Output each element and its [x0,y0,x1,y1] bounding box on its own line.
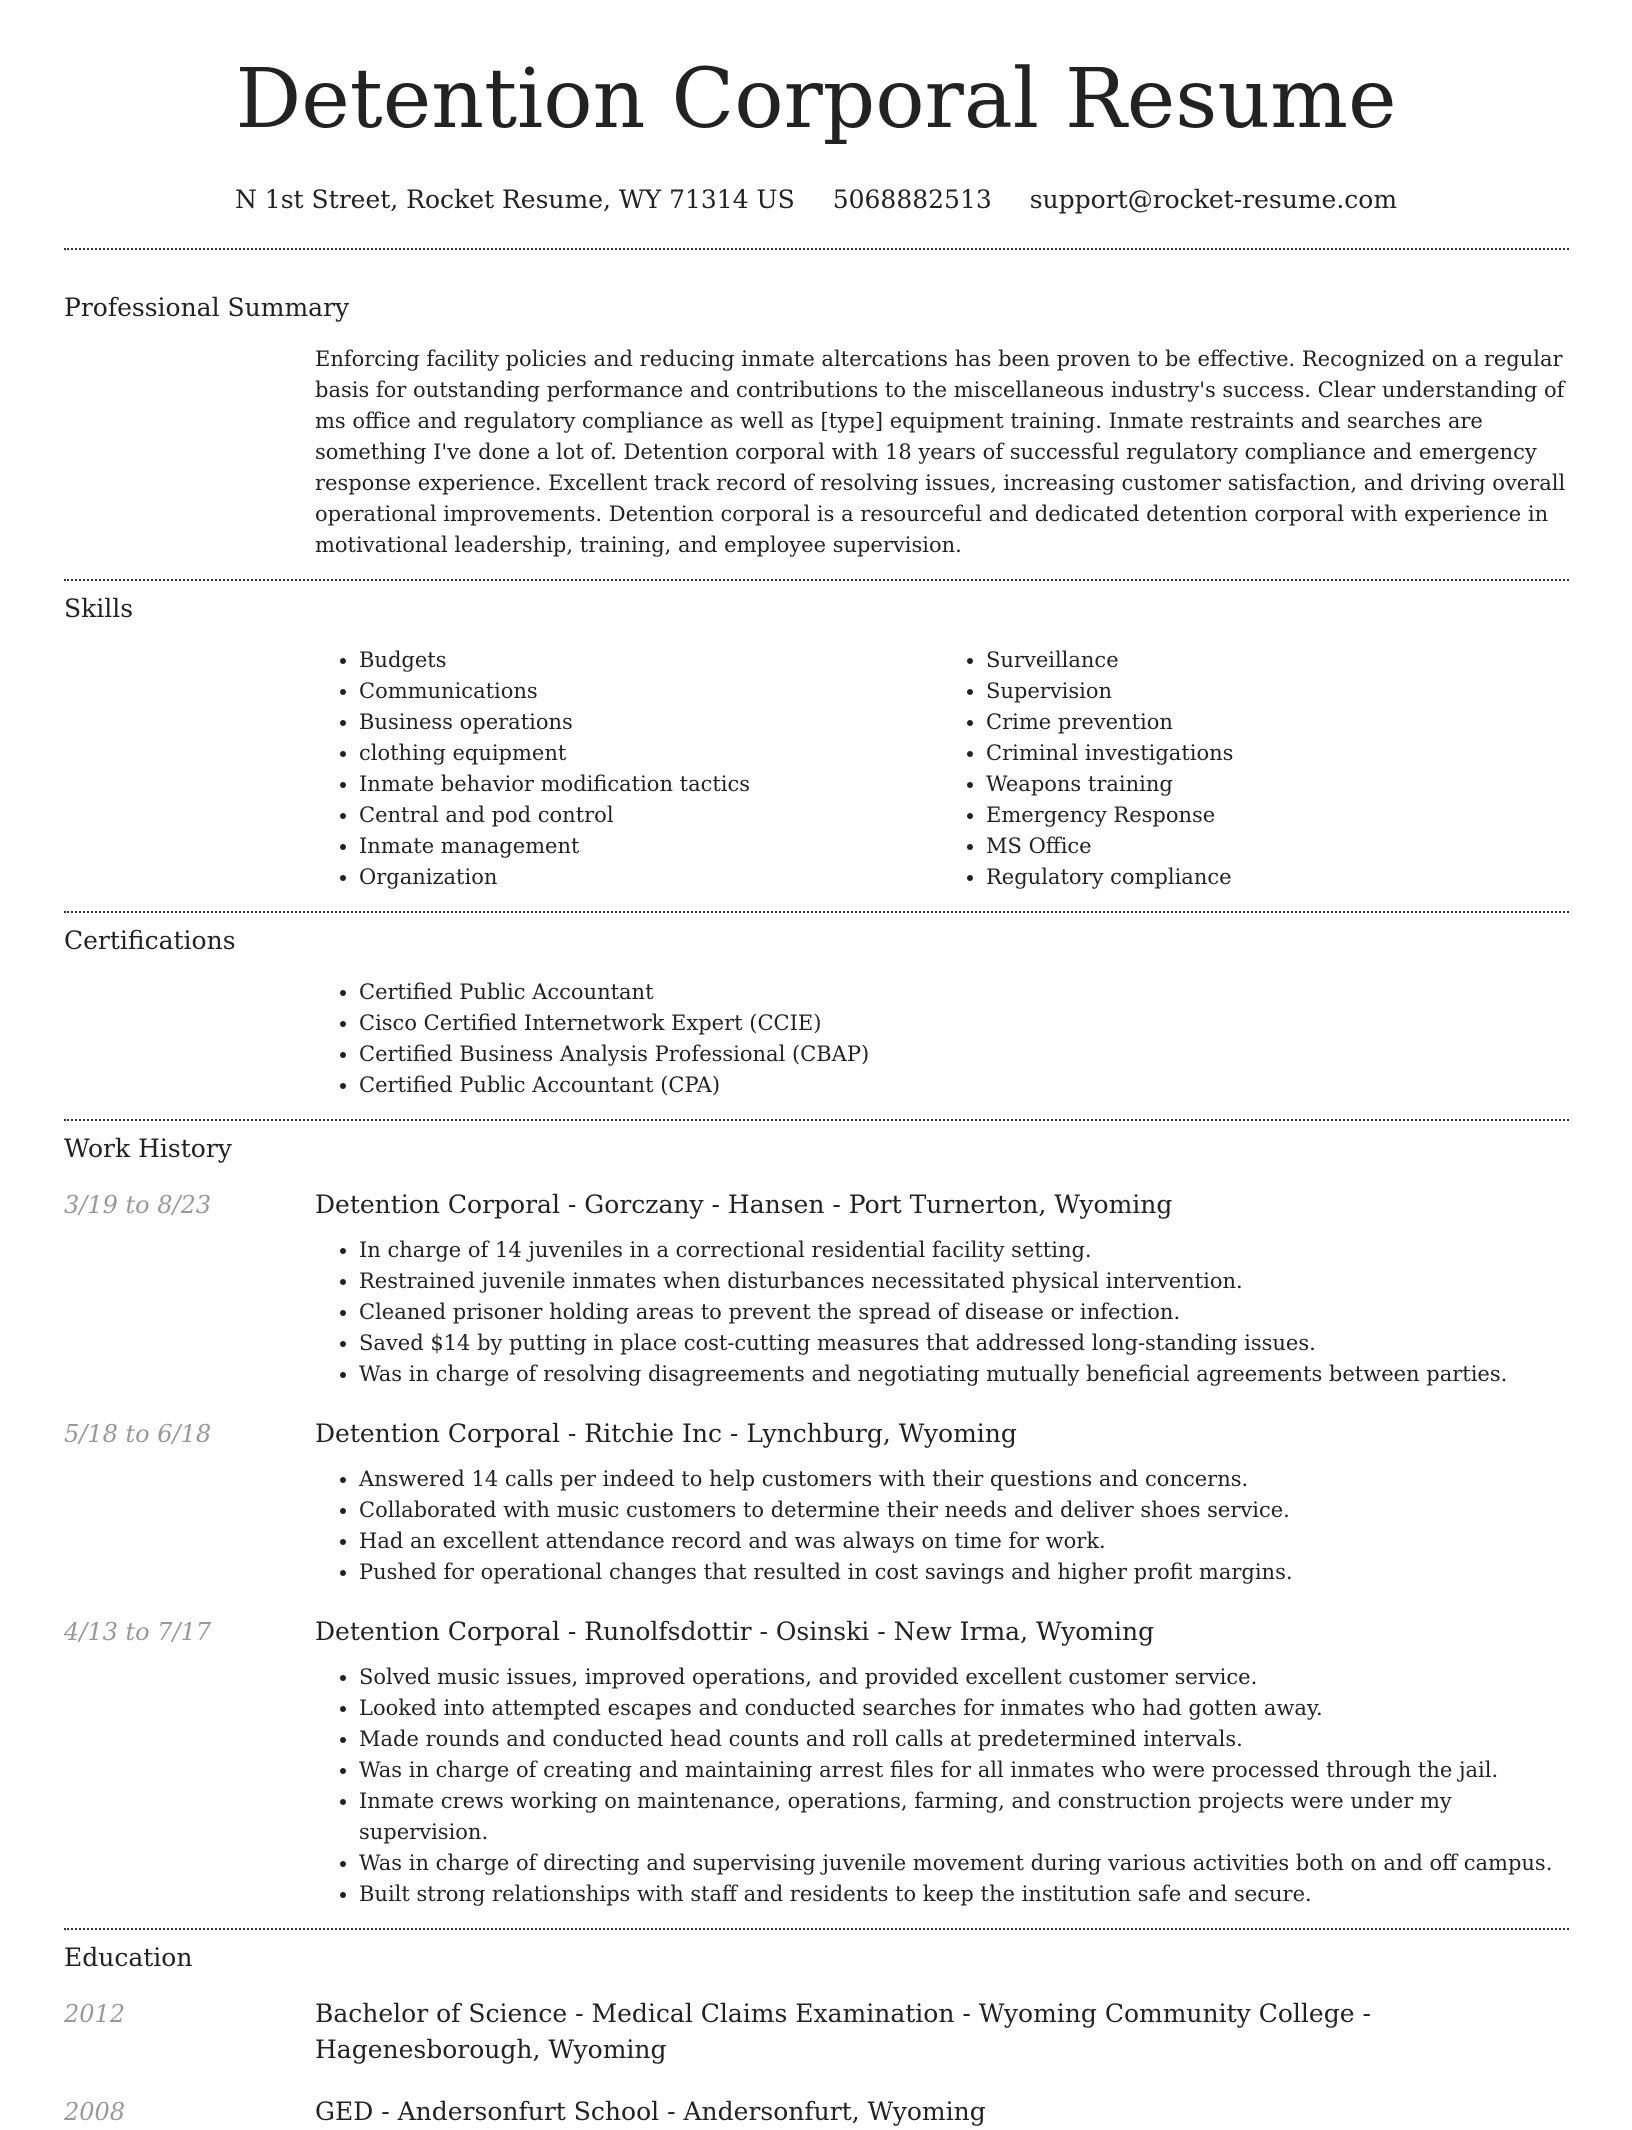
job-bullets [315,1464,1569,1588]
section-divider [64,248,1569,250]
certifications-heading: Certifications [64,926,236,955]
resume-title: Detention Corporal Resume [235,52,1397,147]
job-bullet: • Collaborated with music customers to determine their needs and deliver shoes service. [359,1495,1569,1526]
skill-item: • Supervision [986,676,1569,707]
job-bullet: • Saved $14 by putting in place cost-cutting measures that addressed long-standing issues. [359,1328,1569,1359]
job-bullet: • Answered 14 calls per indeed to help customers with their questions and concerns. [359,1464,1569,1495]
skills-section [315,645,1569,893]
certification-item: • Cisco Certified Internetwork Expert (CCIE) [359,1008,1569,1039]
skill-item: • Crime prevention [986,707,1569,738]
skills-heading: Skills [64,594,134,623]
job-entry [0,1416,1632,1588]
job-bullet: • Looked into attempted escapes and conducted searches for inmates who had gotten away. [359,1693,1569,1724]
summary-heading: Professional Summary [64,293,350,322]
skill-item: • clothing equipment [359,738,942,769]
education-title: GED - Andersonfurt School - Andersonfurt, Wyoming [315,2097,986,2126]
certifications-list [315,977,1569,1101]
education-entry [0,2094,1632,2130]
skill-item: • Emergency Response [986,800,1569,831]
job-bullet: • Was in charge of directing and supervising juvenile movement during various activities both on and off campus. [359,1848,1569,1879]
education-year: 2008 [64,2098,126,2126]
section-divider [64,1928,1569,1930]
section-divider [64,579,1569,581]
section-divider [64,911,1569,913]
job-dates: 5/18 to 6/18 [64,1420,212,1448]
job-body [315,1187,1569,1390]
job-title: Detention Corporal - Gorczany - Hansen - Port Turnerton, Wyoming [315,1190,1173,1219]
job-bullet: • Had an excellent attendance record and was always on time for work. [359,1526,1569,1557]
job-bullet: • Was in charge of creating and maintaining arrest files for all inmates who were processed through the jail. [359,1755,1569,1786]
job-bullet: • In charge of 14 juveniles in a correctional residential facility setting. [359,1235,1569,1266]
section-divider [64,1119,1569,1121]
job-dates: 4/13 to 7/17 [64,1618,212,1646]
job-dates: 3/19 to 8/23 [64,1191,212,1219]
job-bullet: • Solved music issues, improved operations, and provided excellent customer service. [359,1662,1569,1693]
skill-item: • Central and pod control [359,800,942,831]
education-year: 2012 [64,2000,126,2028]
job-body [315,1416,1569,1588]
job-entry [0,1187,1632,1390]
skills-list-left [315,645,942,893]
job-bullet: • Restrained juvenile inmates when disturbances necessitated physical intervention. [359,1266,1569,1297]
skill-item: • MS Office [986,831,1569,862]
job-bullet: • Cleaned prisoner holding areas to prevent the spread of disease or infection. [359,1297,1569,1328]
job-bullet: • Was in charge of resolving disagreements and negotiating mutually beneficial agreements between parties. [359,1359,1569,1390]
education-heading: Education [64,1943,193,1972]
job-bullet: • Built strong relationships with staff and residents to keep the institution safe and secure. [359,1879,1569,1910]
certification-item: • Certified Public Accountant [359,977,1569,1008]
job-body [315,1614,1569,1910]
skill-item: • Weapons training [986,769,1569,800]
contact-email: support@rocket-resume.com [1029,185,1398,214]
education-title: Bachelor of Science - Medical Claims Examination - Wyoming Community College - Hagenesborough, Wyoming [315,1999,1371,2064]
skill-item: • Inmate management [359,831,942,862]
skill-item: • Surveillance [986,645,1569,676]
skill-item: • Budgets [359,645,942,676]
job-bullet: • Pushed for operational changes that resulted in cost savings and higher profit margins. [359,1557,1569,1588]
skill-item: • Regulatory compliance [986,862,1569,893]
skill-item: • Communications [359,676,942,707]
job-title: Detention Corporal - Ritchie Inc - Lynchburg, Wyoming [315,1419,1017,1448]
skill-item: • Criminal investigations [986,738,1569,769]
job-bullets [315,1235,1569,1390]
job-entry [0,1614,1632,1910]
skill-item: • Business operations [359,707,942,738]
job-bullet: • Inmate crews working on maintenance, operations, farming, and construction projects were under my supervision. [359,1786,1569,1848]
job-title: Detention Corporal - Runolfsdottir - Osinski - New Irma, Wyoming [315,1617,1155,1646]
certifications-section [315,977,1569,1101]
education-entry [0,1996,1632,2068]
skills-list-right [942,645,1569,893]
contact-address: N 1st Street, Rocket Resume, WY 71314 US [234,185,795,214]
work-heading: Work History [64,1134,232,1163]
education-body [315,2094,1569,2130]
skill-item: • Organization [359,862,942,893]
summary-section [315,344,1569,561]
summary-text: Enforcing facility policies and reducing inmate altercations has been proven to be effective. Recognized on a regular basis for outstanding performance and contributions to the miscellaneous industry's success. Clear understanding of ms office and regulatory compliance as well as [type] equipment training. Inmate restraints and searches are something I've done a lot of. Detention corporal with 18 years of successful regulatory compliance and emergency response experience. Excellent track record of resolving issues, increasing customer satisfaction, and driving overall operational improvements. Detention corporal is a resourceful and dedicated detention corporal with experience in motivational leadership, training, and employee supervision. [315,347,1566,557]
job-bullet: • Made rounds and conducted head counts and roll calls at predetermined intervals. [359,1724,1569,1755]
certification-item: • Certified Public Accountant (CPA) [359,1070,1569,1101]
contact-line [0,184,1632,216]
certification-item: • Certified Business Analysis Professional (CBAP) [359,1039,1569,1070]
education-body [315,1996,1569,2068]
contact-phone: 5068882513 [832,185,992,214]
job-bullets [315,1662,1569,1910]
skill-item: • Inmate behavior modification tactics [359,769,942,800]
